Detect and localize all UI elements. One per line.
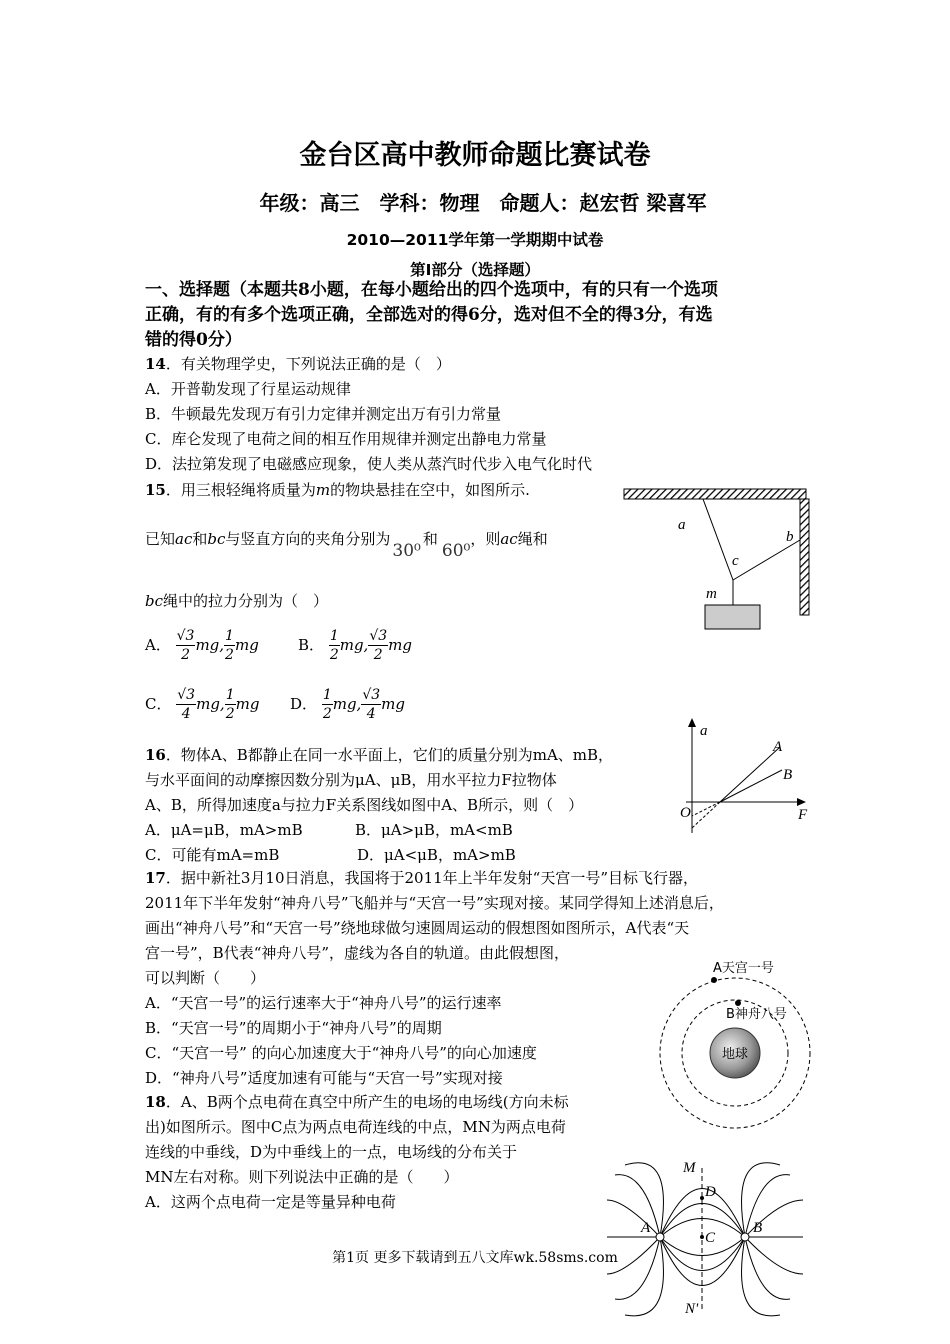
line-b xyxy=(720,770,782,802)
line-a xyxy=(720,747,780,802)
denominator: 2 xyxy=(225,706,235,722)
line-a-ext xyxy=(692,802,720,828)
wall xyxy=(800,499,809,615)
earth-label: 地球 xyxy=(721,1047,749,1062)
exam-subtitle: 年级：高三 学科：物理 命题人：赵宏哲 梁喜军 xyxy=(259,191,707,215)
q16-options-row1 xyxy=(145,818,613,843)
q15-text: 绳和 xyxy=(517,530,548,548)
denominator: 2 xyxy=(181,647,190,663)
mg: mg xyxy=(388,636,412,654)
q18-number: 18 xyxy=(145,1093,166,1111)
q17-orbit-figure xyxy=(650,955,820,1135)
question-18 xyxy=(145,1090,569,1215)
fraction xyxy=(322,686,333,723)
q16-text: 与水平面间的动摩擦因数分别为μA、μB，用水平拉力F拉物体 xyxy=(145,771,557,789)
question-17 xyxy=(145,866,724,1091)
q14-number: 14 xyxy=(145,355,166,373)
angle-30: 30⁰ xyxy=(392,541,421,561)
q16-option-d: D．μA<μB，mA>mB xyxy=(357,846,516,864)
charge-b xyxy=(741,1233,749,1241)
q15-text: 和 xyxy=(422,530,438,548)
label-d: D xyxy=(705,1184,716,1200)
option-letter: D． xyxy=(290,695,318,713)
mg: mg, xyxy=(196,695,225,713)
label-m: M xyxy=(683,1160,696,1176)
satellite-a xyxy=(711,977,717,983)
q14-option-b: B．牛顿最先发现万有引力定律并测定出万有引力常量 xyxy=(145,405,502,423)
mg: mg, xyxy=(339,636,369,654)
fraction xyxy=(368,627,388,664)
denominator: 2 xyxy=(329,647,339,663)
q18-text: 出)如图所示。图中C点为两点电荷连线的中点，MN为两点电荷 xyxy=(145,1118,566,1136)
page-title: 金台区高中教师命题比赛试卷 xyxy=(299,140,651,171)
q15-text: 的物块悬挂在空中，如图所示. xyxy=(330,481,530,499)
q15-text: ，则 xyxy=(470,530,501,548)
q16-graph xyxy=(672,715,822,840)
q17-text: 2011年下半年发射“神舟八号”飞船并与“天宫一号”实现对接。某同学得知上述消息后， xyxy=(145,894,724,912)
label-line-a: A xyxy=(773,739,783,755)
q15-text: ac xyxy=(500,530,518,548)
q15-text: m xyxy=(315,481,331,499)
label-origin: O xyxy=(680,805,691,821)
numerator: √3 xyxy=(176,628,195,644)
question-16 xyxy=(145,743,613,868)
fraction xyxy=(176,627,196,664)
q15-rope-figure xyxy=(620,485,815,635)
q18-option-a: A．这两个点电荷一定是等量异种电荷 xyxy=(145,1193,396,1211)
question-14 xyxy=(145,352,592,477)
q15-text: bc xyxy=(207,530,226,548)
q15-text: 和 xyxy=(192,530,208,548)
part-heading: 第Ⅰ部分（选择题） xyxy=(410,261,540,279)
q18-text: ．A、B两个点电荷在真空中所产生的电场的电场线(方向未标 xyxy=(165,1093,569,1111)
fraction xyxy=(361,686,381,723)
q16-number: 16 xyxy=(145,746,166,764)
section-line: 一、选择题（本题共8小题，在每小题给出的四个选项中，有的只有一个选项 xyxy=(145,280,718,300)
q15-text: ．用三根轻绳将质量为 xyxy=(165,481,316,499)
label-a: A xyxy=(641,1220,651,1236)
numerator: 1 xyxy=(322,687,332,703)
numerator: √3 xyxy=(369,628,388,644)
label-b: b xyxy=(786,529,794,545)
q18-text: MN左右对称。则下列说法中正确的是（ ） xyxy=(145,1168,459,1186)
denominator: 2 xyxy=(225,647,234,663)
q15-stem-line2 xyxy=(145,527,548,561)
q16-option-b: B．μA>μB，mA<mB xyxy=(355,821,513,839)
label-a-axis: a xyxy=(700,723,708,739)
charge-a xyxy=(656,1233,664,1241)
mg: mg xyxy=(234,636,259,654)
q14-stem xyxy=(145,352,592,377)
point-d xyxy=(700,1196,704,1200)
q17-text: ．据中新社3月10日消息，我国将于2011年上半年发射“天宫一号”目标飞行器， xyxy=(165,869,699,887)
label-m: m xyxy=(706,586,717,602)
satellite-b xyxy=(735,1000,741,1006)
option-letter: A． xyxy=(145,636,171,654)
label-line-b: B xyxy=(783,767,793,783)
numerator: 1 xyxy=(225,687,235,703)
page-footer: 第1页 更多下载请到五八文库wk.58sms.com xyxy=(332,1250,618,1266)
q15-option-c xyxy=(145,686,259,723)
q17-text: 宫一号”，B代表“神舟八号”，虚线为各自的轨道。由此假想图， xyxy=(145,944,570,962)
f-axis-arrow xyxy=(797,798,806,806)
label-c: c xyxy=(732,553,739,569)
q15-stem-line3 xyxy=(145,589,328,614)
q15-text: bc xyxy=(145,592,164,610)
section-instructions xyxy=(145,278,718,353)
label-f-axis: F xyxy=(798,807,808,823)
q16-option-a: A．μA=μB，mA>mB xyxy=(145,821,303,839)
line-b-ext xyxy=(692,802,720,816)
mg: mg xyxy=(235,695,260,713)
a-axis-arrow xyxy=(688,718,696,727)
q15-text: 与竖直方向的夹角分别为 xyxy=(225,530,391,548)
option-letter: C． xyxy=(145,695,172,713)
q15-number: 15 xyxy=(145,481,166,499)
q17-text: 画出“神舟八号”和“天宫一号”绕地球做匀速圆周运动的假想图如图所示，A代表“天 xyxy=(145,919,690,937)
label-a: a xyxy=(678,517,686,533)
section-line: 正确，有的有多个选项正确，全部选对的得6分，选对但不全的得3分，有选 xyxy=(145,305,713,325)
label-n: N' xyxy=(685,1301,699,1317)
q17-option-a: A．“天宫一号”的运行速率大于“神舟八号”的运行速率 xyxy=(145,994,502,1012)
ceiling xyxy=(624,489,806,499)
q15-option-b xyxy=(298,627,412,664)
mg: mg, xyxy=(195,636,225,654)
q18-stem xyxy=(145,1090,569,1115)
q17-option-b: B．“天宫一号”的周期小于“神舟八号”的周期 xyxy=(145,1019,442,1037)
label-b: B xyxy=(753,1220,763,1236)
denominator: 2 xyxy=(373,647,383,663)
q15-option-d xyxy=(290,686,405,723)
q15-stem-line1 xyxy=(145,478,530,503)
q17-option-c: C．“天宫一号” 的向心加速度大于“神舟八号”的向心加速度 xyxy=(145,1044,537,1062)
q16-stem xyxy=(145,743,613,768)
q15-text: 已知 xyxy=(145,530,176,548)
denominator: 4 xyxy=(366,706,376,722)
fraction xyxy=(176,686,196,723)
q14-stem-text: ．有关物理学史，下列说法正确的是（ ） xyxy=(165,355,451,373)
numerator: 1 xyxy=(225,628,234,644)
q14-option-a: A．开普勒发现了行星运动规律 xyxy=(145,380,351,398)
fraction xyxy=(225,686,236,723)
numerator: √3 xyxy=(177,687,196,703)
fraction xyxy=(224,627,235,664)
q18-text: 连线的中垂线，D为中垂线上的一点，电场线的分布关于 xyxy=(145,1143,518,1161)
mass-block xyxy=(705,605,760,629)
q15-text: 绳中的拉力分别为（ ） xyxy=(163,592,329,610)
exam-term: 2010—2011学年第一学期期中试卷 xyxy=(346,231,604,249)
rope-bc xyxy=(733,540,800,580)
section-line: 错的得0分） xyxy=(145,330,242,350)
label-a: A天宫一号 xyxy=(713,961,774,976)
denominator: 4 xyxy=(181,706,191,722)
q17-number: 17 xyxy=(145,869,166,887)
angle-60: 60⁰ xyxy=(441,541,471,561)
q15-text: ac xyxy=(175,530,193,548)
rope-ac xyxy=(703,499,733,580)
q14-option-d: D．法拉第发现了电磁感应现象，使人类从蒸汽时代步入电气化时代 xyxy=(145,455,593,473)
point-c xyxy=(700,1235,704,1239)
q16-text: A、B，所得加速度a与拉力F关系图线如图中A、B所示，则（ ） xyxy=(145,796,584,814)
numerator: 1 xyxy=(329,628,339,644)
q16-text: ．物体A、B都静止在同一水平面上，它们的质量分别为mA、mB， xyxy=(165,746,614,764)
q16-options-row2 xyxy=(145,843,613,868)
q17-text: 可以判断（ ） xyxy=(145,969,266,987)
q15-option-a xyxy=(145,627,259,664)
q17-option-d: D．“神舟八号”适度加速有可能与“天宫一号”实现对接 xyxy=(145,1069,503,1087)
q16-option-c: C．可能有mA=mB xyxy=(145,846,280,864)
denominator: 2 xyxy=(322,706,332,722)
label-c: C xyxy=(705,1230,716,1246)
fraction xyxy=(329,627,340,664)
q17-stem xyxy=(145,866,724,891)
mg: mg xyxy=(381,695,405,713)
mg: mg, xyxy=(332,695,362,713)
numerator: √3 xyxy=(362,687,381,703)
q18-field-figure xyxy=(605,1160,805,1320)
label-b: B神舟八号 xyxy=(726,1007,787,1022)
option-letter: B． xyxy=(298,636,325,654)
q14-option-c: C．库仑发现了电荷之间的相互作用规律并测定出静电力常量 xyxy=(145,430,547,448)
